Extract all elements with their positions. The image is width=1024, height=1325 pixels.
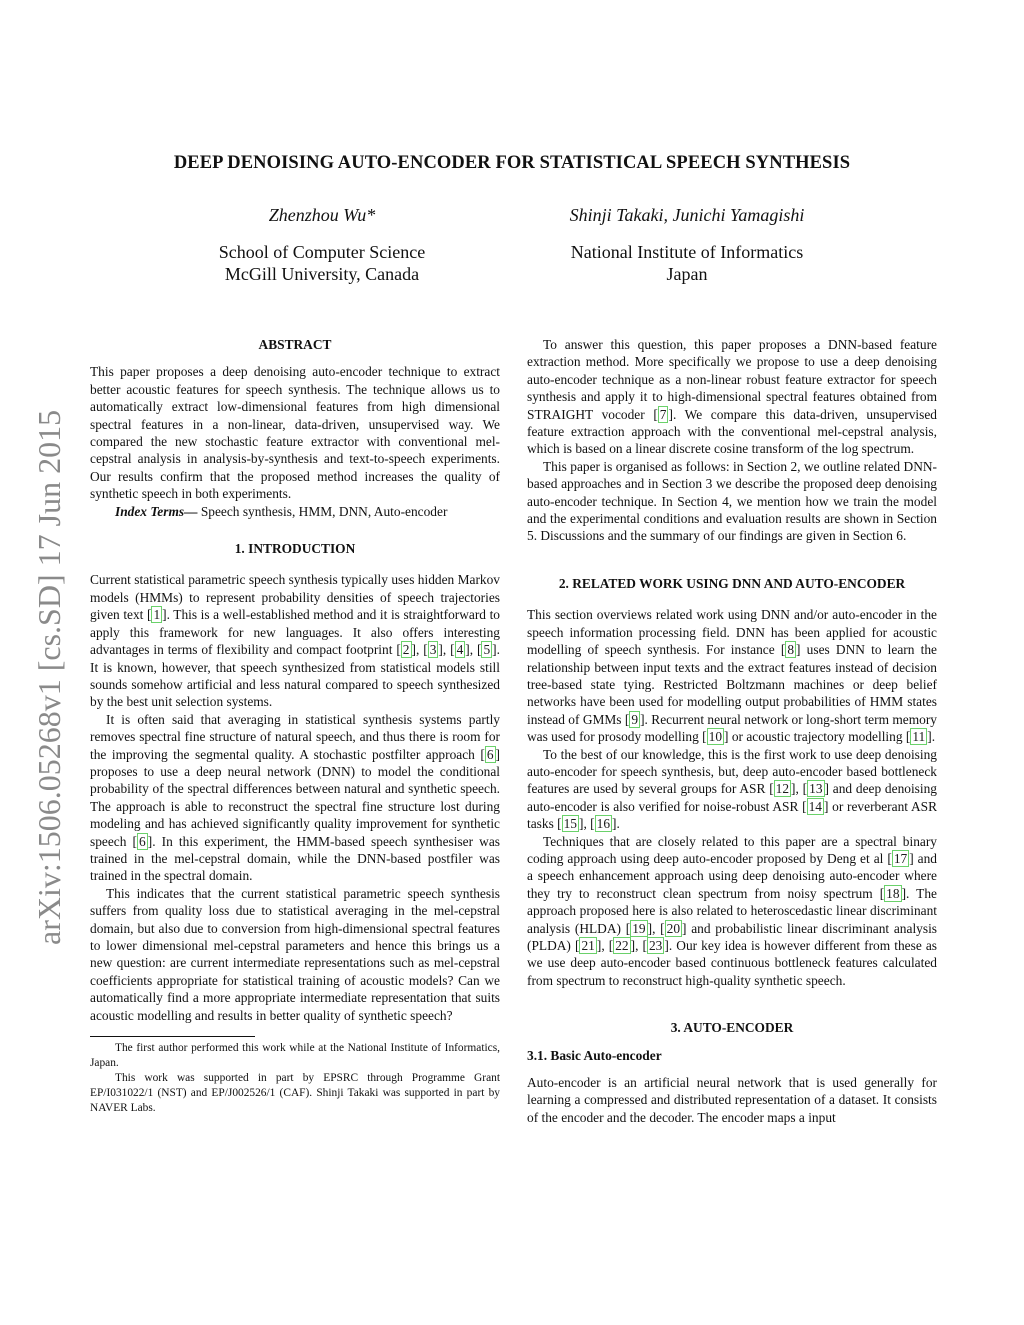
citation-link[interactable]: 16 <box>596 816 611 832</box>
basic-autoencoder-subheading: 3.1. Basic Auto-encoder <box>527 1047 662 1063</box>
citation-link[interactable]: 22 <box>615 938 629 953</box>
autoencoder-paragraph-1: Auto-encoder is an artificial neural network that is used generally for learning a compressed and distributed representation of a dataset. It consists of the encoder and the decoder. The encoder maps a input <box>527 1075 937 1125</box>
citation-link[interactable]: 2 <box>402 642 410 658</box>
autoencoder-heading: 3. AUTO-ENCODER <box>670 1020 794 1036</box>
author-name: Zhenzhou Wu* <box>268 205 376 225</box>
citation-link[interactable]: 6 <box>139 833 146 849</box>
citation-link[interactable]: 14 <box>808 798 822 814</box>
footnote-2: This work was supported in part by EPSRC through Programme Grant EP/I031022/1 (NST) and EP/J002526/1 (CAF). Shinji Takaki was supported in part by NAVER Labs. <box>90 1072 500 1115</box>
citation-link[interactable]: 12 <box>775 781 790 797</box>
related-paragraph-1: This section overviews related work using DNN and/or auto-encoder in the speech information processing field. DNN has been applied for acoustic modelling of speech synthesis. For instance [ 8 ] uses DNN to learn the relationship between input texts and the extract features instead of decision tree-based state tying. Restricted Boltzmann machines or deep belief networks have been used for modelling output probabilities of HMM states instead of GMMs [ 9 ]. Recurrent neural network or long-short term memory was used for prosody modelling [ 10 ] or acoustic trajectory modelling [ 11 ]. <box>527 607 937 745</box>
author-affiliation: School of Computer Science <box>218 242 426 262</box>
citation-link[interactable]: 3 <box>429 642 437 658</box>
citation-link[interactable]: 7 <box>659 406 667 422</box>
related-paragraph-2: To the best of our knowledge, this is the first work to use deep denoising auto-encoder for speech synthesis, but, deep auto-encoder based bottleneck features are used by several groups for ASR [ 12 ], [ 13 ] and deep denoising auto-encoder is also verified for noise-robust ASR [ 14 ] or reverberant ASR tasks [ 15 ], [ 16 ]. <box>527 746 938 832</box>
citation-link[interactable]: 17 <box>893 850 908 866</box>
author-affiliation: McGill University, Canada <box>224 264 420 284</box>
abstract-text: This paper proposes a deep denoising auto-encoder technique to extract better acoustic features for speech synthesis. The technique allows us to automatically extract low-dimensional features from high dimensional spectral features in a non-linear, data-driven, unsupervised way. We compared the new stochastic feature extractor with conventional mel-cepstral analysis in analysis-by-synthesis and text-to-speech experiments. Our results confirm that the proposed method increases the quality of synthetic speech in both experiments. <box>90 364 500 502</box>
citation-link[interactable]: 15 <box>563 816 577 832</box>
intro-heading: 1. INTRODUCTION <box>234 541 356 557</box>
citation-link[interactable]: 18 <box>886 885 900 901</box>
intro-paragraph-2: It is often said that averaging in statistical synthesis systems partly removes spectral fine structure of natural speech, and thus there is room for the improving the segmental quality. A stochastic postfilter approach [ 6 ] proposes to use a deep neural network (DNN) to model the conditional probability of the spectral differences between natural and synthetic speech. The approach is able to reconstruct the spectral fine structure lost during modeling and has achieved significantly quality improvement for synthetic speech [ 6 ]. In this experiment, the HMM-based speech synthesiser was trained in the mel-cepstral domain, while the DNN-based postfiler was trained in the spectral domain. <box>90 711 501 884</box>
paper-title: DEEP DENOISING AUTO-ENCODER FOR STATISTICAL SPEECH SYNTHESIS <box>173 153 851 173</box>
footnote-1: The first author performed this work while at the National Institute of Informatics, Japan. <box>90 1042 500 1070</box>
citation-link[interactable]: 8 <box>787 642 795 658</box>
citation-link[interactable]: 1 <box>153 607 161 623</box>
author-affiliation: Japan <box>666 264 708 284</box>
intro-paragraph-1: Current statistical parametric speech synthesis typically uses hidden Markov models (HMMs) to represent probability densities of speech trajectories given text [ 1 ]. This is a well-established method and it is straightforward to apply this framework for new languages. It also offers interesting advantages in terms of flexibility and compact footprint [ 2 ], [ 3 ], [ 4 ], [ 5 ]. It is known, however, that speech synthesized from statistical models still sounds somehow artificial and less natural compared to speech synthesized by the best unit selection systems. <box>90 572 500 710</box>
intro-continued-paragraph-2: This paper is organised as follows: in Section 2, we outline related DNN-based approaches and in Section 3 we describe the proposed deep denoising auto-encoder technique. In Section 4, we mention how we train the model and the experimental conditions and evaluation results are shown in Section 5. Discussions and the summary of our findings are given in Section 6. <box>527 458 937 544</box>
index-terms-text: Speech synthesis, HMM, DNN, Auto-encoder <box>200 503 448 519</box>
related-paragraph-3: Techniques that are closely related to this paper are a spectral binary coding approach using deep auto-encoder proposed by Deng et al [ 17 ] and a speech enhancement approach using deep denoising auto-encoder where they try to reconstruct clean spectrum from noisy spectrum [ 18 ]. The approach proposed here is also related to heteroscedastic linear discriminant analysis (HLDA) [ 19 ], [ 20 ] and probabilistic linear discriminant analysis (PLDA) [ 21 ], [ 22 ], [ 23 ]. Our key idea is however different from these as we use deep auto-encoder based continuous bottleneck features calculated from spectrum to reconstruct high-quality synthetic speech. <box>527 833 938 988</box>
footnotes <box>90 1036 500 1116</box>
related-work-heading: 2. RELATED WORK USING DNN AND AUTO-ENCODER <box>558 575 906 591</box>
intro-paragraph-3: This indicates that the current statistical parametric speech synthesis suffers from quality loss due to statistical averaging in the mel-cepstral domain, but also due to conversion from high-dimensional spectral features to lower dimensional mel-cepstral parameters and hence this brings us a new question: are current intermediate representations such as mel-cepstral coefficients appropriate for statistical training of acoustic models? Can we automatically find a more appropriate intermediate representation that suits acoustic modelling and results in better quality of synthetic speech? <box>90 885 500 1023</box>
citation-link[interactable]: 6 <box>486 746 494 762</box>
citation-link[interactable]: 13 <box>809 781 823 797</box>
abstract-heading: ABSTRACT <box>258 337 332 352</box>
citation-link[interactable]: 10 <box>708 729 723 745</box>
author-affiliation: National Institute of Informatics <box>570 242 804 262</box>
index-terms-label: Index Terms— <box>115 503 198 519</box>
intro-continued-paragraph-1: To answer this question, this paper proposes a DNN-based feature extraction method. More specifically we propose to use a deep denoising auto-encoder technique as a non-linear robust feature extractor for speech synthesis and apply it to high-dimensional spectral features obtained from STRAIGHT vocoder [ 7 ]. We compare this data-driven, unsupervised feature extraction approach with the conventional mel-cepstral analysis, which is based on a linear discrete cosine transform of the log spectrum. <box>527 337 937 457</box>
right-column <box>527 336 937 1126</box>
citation-link[interactable]: 11 <box>912 729 926 745</box>
left-column <box>90 336 500 1116</box>
author-name: Shinji Takaki, Junichi Yamagishi <box>569 205 805 225</box>
citation-link[interactable]: 4 <box>456 642 464 658</box>
arxiv-identifier: arXiv:1506.05268v1 [cs.SD] 17 Jun 2015 <box>31 409 67 945</box>
author-block-right <box>537 204 837 285</box>
citation-link[interactable]: 23 <box>648 938 663 953</box>
index-terms <box>90 503 500 520</box>
author-block-left <box>172 204 472 285</box>
citation-link[interactable]: 5 <box>483 642 491 658</box>
citation-link[interactable]: 19 <box>632 920 646 936</box>
citation-link[interactable]: 9 <box>631 711 639 727</box>
footnote-rule <box>90 1036 255 1037</box>
citation-link[interactable]: 21 <box>581 938 595 953</box>
citation-link[interactable]: 20 <box>666 920 681 936</box>
